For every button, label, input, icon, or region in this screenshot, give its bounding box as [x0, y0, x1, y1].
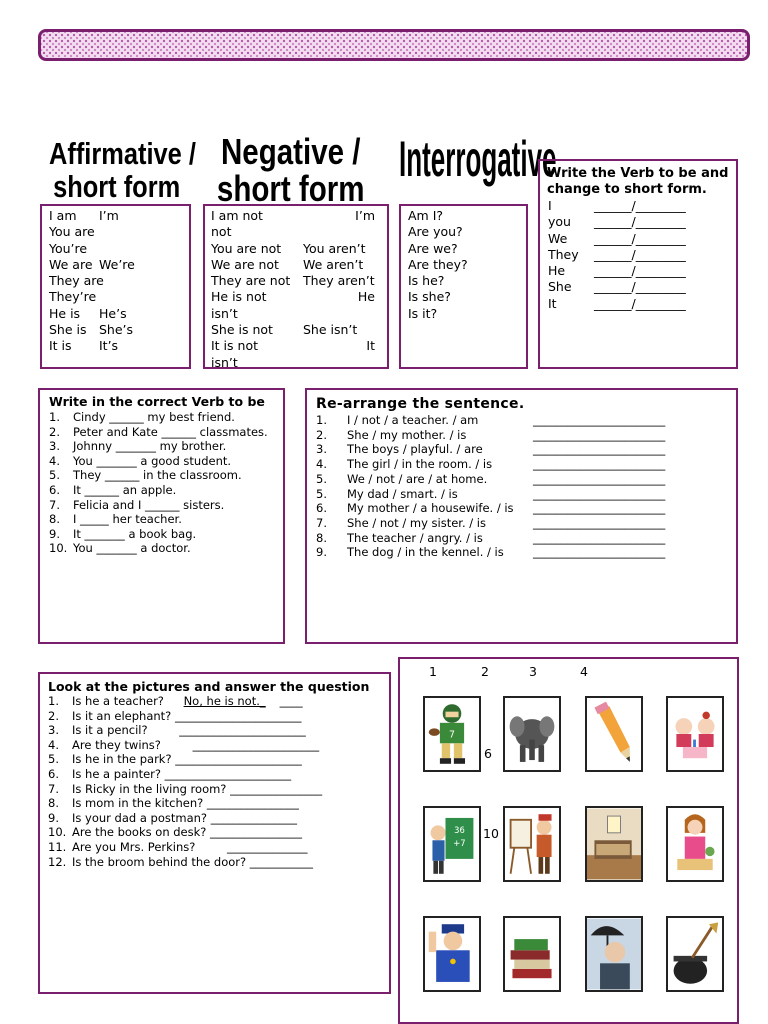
affirmative-row — [49, 208, 189, 224]
item-text: I / not / a teacher. / am — [347, 413, 479, 427]
item-number: 3. — [49, 439, 60, 454]
picture-number-1: 1 — [429, 664, 437, 679]
question-text: Are you Mrs. Perkins? — [72, 839, 196, 854]
interrogative-row: Is he? — [408, 273, 445, 289]
negative-long-form: isn’t — [211, 305, 238, 321]
policeman-icon — [423, 916, 481, 992]
interrogative-row: Am I? — [408, 208, 444, 223]
item-text[interactable]: Johnny _______ my brother. — [73, 439, 227, 454]
answer-line[interactable]: ______________________ — [175, 752, 302, 767]
item-number: 10. — [49, 541, 68, 556]
answer-blank[interactable]: _______________________ — [533, 457, 666, 472]
short-form-row — [548, 231, 686, 247]
item-number: 2. — [48, 708, 59, 723]
answer-blank[interactable]: _______________________ — [533, 471, 666, 486]
item-text: My mother / a housewife. / is — [347, 501, 514, 516]
item-number: 5. — [48, 752, 59, 767]
interrogative-header: Interrogative — [399, 131, 557, 187]
pictures-question-title: Look at the pictures and answer the question — [48, 679, 370, 694]
rearrange-item — [316, 457, 665, 472]
answer-line-extra[interactable]: ____ — [279, 694, 303, 708]
picture-question-item — [48, 782, 322, 797]
short-form-row — [548, 296, 686, 312]
interrogative-list — [408, 208, 468, 322]
negative-short-form: They aren’t — [303, 273, 375, 289]
pencil-icon — [585, 696, 643, 772]
picture-question-item — [48, 767, 322, 782]
negative-row — [211, 273, 376, 289]
affirmative-short-form: We’re — [99, 256, 135, 272]
answer-blank[interactable]: ______/________ — [594, 230, 686, 246]
question-text: Is the broom behind the door? — [72, 854, 247, 869]
item-text: We / not / are / at home. — [347, 471, 488, 486]
affirmative-row — [49, 322, 189, 338]
short-form-row — [548, 279, 686, 295]
affirmative-header — [49, 136, 196, 204]
interrogative-row: Are they? — [408, 256, 468, 272]
svg-text:+7: +7 — [453, 837, 466, 848]
affirmative-long-form: She is — [49, 322, 87, 338]
question-text: Is mom in the kitchen? — [72, 796, 204, 811]
chalkboard-boy-icon — [423, 806, 481, 882]
pronoun: It — [548, 295, 557, 311]
answer-blank[interactable]: _______________________ — [533, 515, 666, 530]
answer-line[interactable]: ______________________ — [164, 766, 292, 781]
question-text: Are they twins? — [72, 737, 161, 752]
rearrange-item — [316, 487, 665, 502]
rearrange-item — [316, 413, 665, 428]
answer-line[interactable]: _______________ — [210, 810, 297, 825]
picture-question-item — [48, 694, 322, 709]
verb-to-be-list — [49, 410, 268, 556]
question-text: Is it an elephant? — [72, 708, 172, 723]
item-text[interactable]: It ______ an apple. — [73, 482, 177, 497]
answer-line[interactable]: ________________ — [210, 825, 303, 840]
item-text[interactable]: They ______ in the classroom. — [73, 468, 242, 483]
affirmative-short-form: She’s — [99, 322, 134, 338]
verb-to-be-item — [49, 483, 268, 498]
verb-to-be-item — [49, 425, 268, 440]
item-text: The boys / playful. / are — [347, 442, 483, 457]
negative-long-form: They are not — [211, 273, 291, 289]
pronoun: I — [548, 198, 552, 213]
item-number: 9. — [316, 545, 327, 560]
affirmative-long-form: It is — [49, 338, 72, 354]
affirmative-row — [49, 306, 189, 322]
answer-line[interactable]: No, he is not._ — [183, 694, 266, 708]
negative-row — [211, 306, 376, 322]
verb-to-be-item — [49, 410, 268, 425]
affirmative-long-form: I am — [49, 208, 77, 223]
item-number: 8. — [49, 512, 60, 527]
answer-blank[interactable]: _______________________ — [533, 427, 666, 442]
item-text[interactable]: You _______ a doctor. — [73, 541, 191, 556]
verb-to-be-item — [49, 498, 268, 513]
affirmative-long-form: We are — [49, 256, 93, 272]
item-number: 7. — [49, 497, 60, 512]
item-number: 3. — [316, 442, 327, 457]
answer-blank[interactable]: _______________________ — [533, 530, 666, 545]
item-text: The teacher / angry. / is — [347, 530, 483, 545]
item-text[interactable]: You _______ a good student. — [73, 453, 232, 468]
affirmative-row — [49, 289, 189, 305]
negative-row — [211, 322, 376, 338]
answer-blank[interactable]: ______/________ — [594, 198, 686, 213]
pictures-question-list — [48, 694, 322, 869]
short-form-exercise-title: Write the Verb to be and change to short form. — [547, 166, 729, 197]
affirmative-header-line1: Affirmative / — [49, 136, 196, 171]
elephant-icon — [503, 696, 561, 772]
affirmative-row — [49, 224, 189, 240]
item-number: 7. — [316, 515, 327, 530]
affirmative-long-form: You’re — [49, 240, 88, 256]
item-text: She / not / my sister. / is — [347, 515, 486, 530]
question-text: Is it a pencil? — [72, 723, 148, 738]
negative-long-form: It is not — [211, 338, 258, 354]
question-text: Are the books on desk? — [72, 825, 207, 840]
short-form-row — [548, 247, 686, 263]
item-number: 6. — [49, 482, 60, 497]
item-number: 12. — [48, 854, 67, 869]
verb-to-be-item — [49, 454, 268, 469]
answer-line[interactable]: ______________________ — [174, 708, 302, 723]
item-text[interactable]: Felicia and I ______ sisters. — [73, 497, 225, 512]
item-number: 4. — [49, 453, 60, 468]
question-text: Is he in the park? — [72, 752, 172, 767]
item-number: 9. — [48, 810, 59, 825]
question-text: Is your dad a postman? — [72, 810, 208, 825]
negative-short-form: She isn’t — [303, 322, 358, 338]
negative-long-form: isn’t — [211, 354, 238, 370]
picture-question-item — [48, 738, 322, 753]
verb-to-be-item — [49, 541, 268, 556]
affirmative-row — [49, 241, 189, 257]
picture-question-item — [48, 811, 322, 826]
answer-blank[interactable]: ______/________ — [594, 246, 686, 262]
item-number: 8. — [48, 796, 59, 811]
rearrange-item — [316, 516, 665, 531]
answer-line[interactable]: ________________ — [230, 781, 323, 796]
rearrange-item — [316, 428, 665, 443]
item-text[interactable]: I _____ her teacher. — [73, 512, 182, 527]
affirmative-long-form: They are — [49, 273, 104, 289]
picture-number-6: 6 — [484, 746, 492, 761]
item-number: 2. — [49, 424, 60, 439]
negative-row — [211, 224, 376, 240]
answer-line[interactable]: ______________________ — [192, 737, 320, 752]
affirmative-row — [49, 338, 189, 354]
item-number: 3. — [48, 723, 59, 738]
negative-short-form: He — [357, 289, 375, 305]
short-form-row — [548, 263, 686, 279]
answer-blank[interactable]: _______________________ — [533, 501, 666, 516]
item-text: She / my mother. / is — [347, 427, 467, 442]
negative-long-form: You are not — [211, 240, 282, 256]
interrogative-row: Is she? — [408, 289, 451, 305]
item-text: My dad / smart. / is — [347, 486, 458, 501]
answer-blank[interactable]: _______________________ — [533, 413, 666, 427]
negative-header-line1: Negative / — [220, 131, 361, 172]
item-text[interactable]: Peter and Kate ______ classmates. — [73, 424, 268, 439]
verb-to-be-item — [49, 527, 268, 542]
picture-number-4: 4 — [580, 664, 588, 679]
verb-to-be-item — [49, 512, 268, 527]
affirmative-short-form: I’m — [99, 208, 119, 223]
item-text: The girl / in the room. / is — [347, 457, 493, 472]
picture-question-item — [48, 723, 322, 738]
affirmative-long-form: He is — [49, 305, 81, 321]
negative-row — [211, 257, 376, 273]
rearrange-item — [316, 545, 665, 560]
negative-list — [211, 208, 376, 371]
football-player-icon — [423, 696, 481, 772]
item-text[interactable]: It _______ a book bag. — [73, 526, 197, 541]
pronoun: you — [548, 214, 571, 230]
picture-number-3: 3 — [529, 664, 537, 679]
svg-text:36: 36 — [454, 824, 465, 835]
verb-to-be-item — [49, 439, 268, 454]
short-form-row — [548, 214, 686, 230]
negative-long-form: I am not — [211, 208, 263, 223]
negative-row — [211, 208, 376, 224]
pronoun: She — [548, 279, 572, 295]
negative-long-form: We are not — [211, 256, 279, 272]
svg-text:7: 7 — [449, 729, 455, 741]
twins-birthday-icon — [666, 696, 724, 772]
item-number: 6. — [48, 766, 59, 781]
negative-long-form: He is not — [211, 289, 267, 305]
negative-header — [212, 131, 369, 209]
picture-question-item — [48, 752, 322, 767]
item-number: 1. — [49, 410, 60, 424]
item-number: 5. — [49, 468, 60, 483]
negative-row — [211, 241, 376, 257]
rearrange-item — [316, 531, 665, 546]
affirmative-row — [49, 257, 189, 273]
negative-row — [211, 289, 376, 305]
short-form-row — [548, 198, 686, 214]
item-number: 1. — [48, 694, 59, 708]
affirmative-long-form: You are — [49, 224, 95, 240]
short-form-exercise-list — [548, 198, 686, 312]
rearrange-item — [316, 442, 665, 457]
item-number: 5. — [316, 471, 327, 486]
picture-question-item — [48, 796, 322, 811]
answer-blank[interactable]: _______________________ — [533, 442, 666, 457]
interrogative-row: Is it? — [408, 305, 438, 321]
answer-line[interactable]: ______________ — [227, 839, 308, 854]
question-text: Is he a teacher? — [72, 694, 164, 708]
item-number: 11. — [48, 839, 67, 854]
item-number: 2. — [316, 427, 327, 442]
negative-short-form: I’m — [355, 208, 375, 223]
woman-kitchen-icon — [666, 806, 724, 882]
picture-number-2: 2 — [481, 664, 489, 679]
affirmative-row — [49, 273, 189, 289]
negative-short-form: We aren’t — [303, 256, 364, 272]
pronoun: We — [548, 230, 568, 246]
answer-blank[interactable]: ______/________ — [594, 214, 686, 230]
negative-row — [211, 338, 376, 354]
negative-long-form: not — [211, 224, 232, 240]
negative-short-form: You aren’t — [303, 240, 366, 256]
affirmative-short-form: He’s — [99, 305, 127, 321]
answer-blank[interactable]: ______/________ — [594, 279, 686, 295]
broom-pot-icon — [666, 916, 724, 992]
negative-row — [211, 355, 376, 371]
living-room-icon — [585, 806, 643, 882]
answer-blank[interactable]: ______/________ — [594, 295, 686, 311]
item-number: 4. — [316, 457, 327, 472]
verb-to-be-item — [49, 468, 268, 483]
item-number: 6. — [316, 501, 327, 516]
affirmative-long-form: They’re — [49, 289, 97, 305]
painter-icon — [503, 806, 561, 882]
affirmative-list — [49, 208, 189, 355]
decorative-banner — [38, 29, 750, 61]
item-number: 4. — [48, 737, 59, 752]
interrogative-row: Are we? — [408, 240, 458, 256]
interrogative-row: Are you? — [408, 224, 463, 240]
item-number: 5. — [316, 486, 327, 501]
answer-line[interactable]: ________________ — [206, 796, 299, 811]
answer-line[interactable]: ___________ — [249, 854, 314, 869]
pronoun: He — [548, 263, 566, 279]
picture-number-10: 10 — [483, 826, 499, 841]
negative-long-form: She is not — [211, 322, 273, 338]
rearrange-list — [316, 413, 665, 560]
answer-blank[interactable]: _______________________ — [533, 545, 666, 560]
negative-short-form: It — [366, 338, 375, 354]
answer-line[interactable]: ______________________ — [179, 723, 306, 738]
verb-to-be-title: Write in the correct Verb to be — [49, 394, 265, 409]
picture-question-item — [48, 825, 322, 840]
books-icon — [503, 916, 561, 992]
item-text: The dog / in the kennel. / is — [347, 545, 504, 560]
item-number: 1. — [316, 413, 327, 427]
affirmative-header-line2: short form — [53, 169, 181, 204]
rearrange-item — [316, 472, 665, 487]
item-number: 9. — [49, 526, 60, 541]
item-number: 8. — [316, 530, 327, 545]
man-umbrella-icon — [585, 916, 643, 992]
answer-blank[interactable]: _______________________ — [533, 486, 666, 501]
negative-header-line2: short form — [216, 168, 365, 209]
question-text: Is he a painter? — [72, 766, 162, 781]
item-number: 7. — [48, 781, 59, 796]
rearrange-item — [316, 501, 665, 516]
answer-blank[interactable]: ______/________ — [594, 263, 686, 279]
rearrange-title: Re-arrange the sentence. — [316, 396, 525, 412]
picture-question-item — [48, 840, 322, 855]
picture-question-item — [48, 709, 322, 724]
item-number: 10. — [48, 825, 67, 840]
item-text[interactable]: Cindy ______ my best friend. — [73, 410, 235, 424]
question-text: Is Ricky in the living room? — [72, 781, 227, 796]
affirmative-short-form: It’s — [99, 338, 119, 354]
picture-question-item — [48, 855, 322, 870]
pronoun: They — [548, 246, 579, 262]
